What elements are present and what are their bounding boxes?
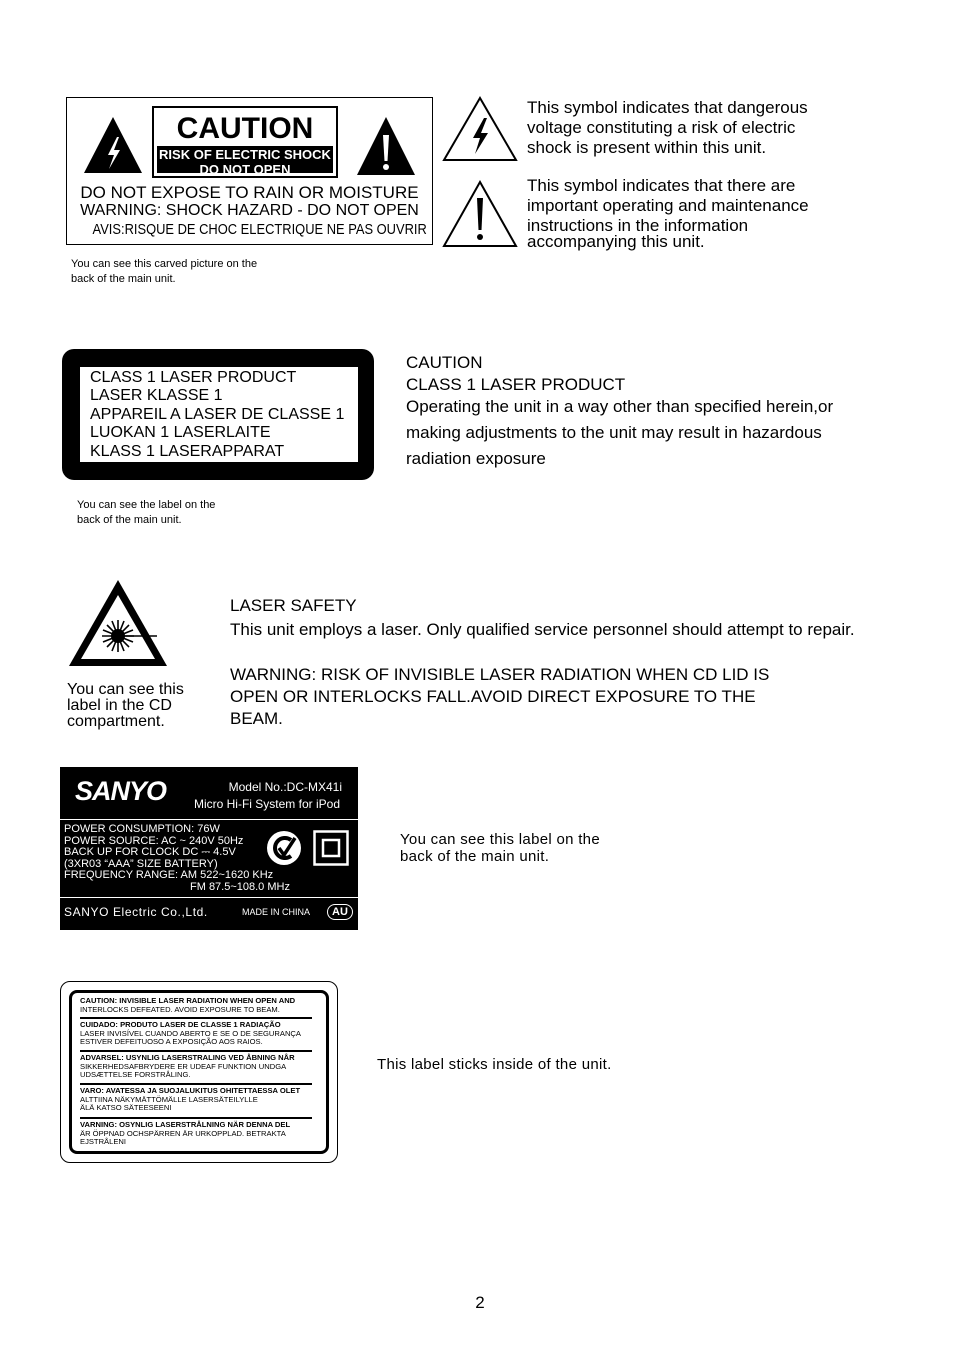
electric-shock-warning-icon [82,115,144,175]
exclamation-warning-icon [355,115,417,177]
exclamation-symbol-icon [442,180,518,248]
manufacturer: SANYO Electric Co.,Ltd. [64,905,208,919]
laser-class-line: KLASS 1 LASERAPPARAT [90,442,285,460]
spec-line: BACK UP FOR CLOCK DC ⎓ 4.5V [64,846,236,859]
text-line: voltage constituting a risk of electric [527,118,796,137]
note-line: back of the main unit. [400,848,550,865]
block-line: ÄLÄ KATSO SÄTEESEENI [80,1103,172,1113]
text-line: This symbol indicates that dangerous [527,98,808,117]
risk-line-1: RISK OF ELECTRIC SHOCK [159,147,331,162]
model-number: Model No.:DC-MX41i [228,780,342,794]
text-line: Operating the unit in a way other than specified herein,or [406,397,834,416]
risk-line-2: DO NOT OPEN [199,162,291,177]
inside-block-fi [80,1087,312,1113]
laser-class-line: CLASS 1 LASER PRODUCT [90,369,297,386]
divider [80,1050,312,1052]
block-line: LASER INVISÍVEL CUANDO ABERTO E SE O DE SEGURANÇA [80,1028,301,1038]
note-line: back of the main unit. [77,514,182,526]
block-title: CUIDADO: PRODUTO LASER DE CLASSE 1 RADIAÇÃO [80,1020,281,1029]
product-name: Micro Hi-Fi System for iPod [193,797,340,811]
lightning-symbol-description [527,98,808,158]
page-number: 2 [475,1293,485,1312]
block-line: EJSTRÅLENI [80,1137,126,1147]
laser-safety-heading: LASER SAFETY [230,596,357,615]
region-badge: AU [327,904,353,920]
inside-block-da [80,1054,312,1080]
caution-title-box [152,106,338,178]
laser-class-line: LUOKAN 1 LASERLAITE [90,424,271,442]
laser-class-label [62,349,374,480]
text-line: This symbol indicates that there are [527,176,796,195]
text-line: instructions in the information [527,216,749,235]
text-line: radiation exposure [406,449,546,468]
laser-hazard-note [67,682,184,730]
caution-line-3: AVIS:RISQUE DE CHOC ELECTRIQUE NE PAS OUVRIR [92,221,427,238]
spec-line: FREQUENCY RANGE: AM 522~1620 KHz [64,869,274,882]
caution-title: CAUTION [176,112,314,145]
note-line: back of the main unit. [71,273,176,285]
block-title: VARNING: OSYNLIG LASERSTRÅLNING NÄR DENNA DEL [80,1120,291,1129]
laser-safety-body: This unit employs a laser. Only qualified service personnel should attempt to repair. [230,620,855,639]
exclamation-symbol-description [527,176,809,252]
spec-line: POWER SOURCE: AC ~ 240V 50Hz [64,834,244,847]
block-line: INTERLOCKS DEFEATED. AVOID EXPOSURE TO BEAM. [80,1004,280,1014]
text-line: OPEN OR INTERLOCKS FALL.AVOID DIRECT EXPOSURE TO THE [230,687,756,706]
note-line: You can see this label on the [400,831,600,848]
caution-line-2: WARNING: SHOCK HAZARD - DO NOT OPEN [80,202,419,219]
block-line: ALTTIINA NÄKYMÄTTÖMÄLLE LASERSÄTEILYLLE [80,1094,258,1104]
laser-hazard-icon [67,578,169,668]
caution-label [66,97,433,245]
double-insulation-icon [313,830,349,866]
spec-line: FM 87.5~108.0 MHz [190,880,290,893]
inside-warning-label [60,981,338,1163]
spec-line: (3XR03 “AAA” SIZE BATTERY) [64,857,218,870]
text-line: shock is present within this unit. [527,138,767,157]
laser-caution-subheading: CLASS 1 LASER PRODUCT [406,375,626,394]
text-line: making adjustments to the unit may result in hazardous [406,423,822,442]
inside-block-en [80,997,312,1014]
laser-class-line: LASER KLASSE 1 [90,387,223,405]
text-line: BEAM. [230,709,283,728]
divider [80,1017,312,1019]
lightning-symbol-icon [442,96,518,162]
block-title: CAUTION: INVISIBLE LASER RADIATION WHEN OPEN AND [80,996,296,1005]
inside-block-sv [80,1121,312,1147]
inside-label-note: This label sticks inside of the unit. [377,1056,612,1073]
rating-label-note [400,831,600,865]
inside-block-pt [80,1021,312,1047]
block-line: ESTIVER DEFEITUOSO A EXPOSIÇÃO AOS RAIOS. [80,1037,263,1047]
rating-specs [60,820,358,898]
note-line: compartment. [67,713,165,730]
made-in: MADE IN CHINA [242,907,311,917]
rating-label [60,767,358,930]
block-title: VARO: AVATESSA JA SUOJALUKITUS OHITETTAESSA OLET [80,1086,301,1095]
risk-of-shock-banner [157,146,333,177]
rating-label-header [60,767,358,820]
laser-class-label-inner [79,366,359,463]
laser-caution-text [406,352,833,472]
caution-label-note [71,257,257,287]
text-line: important operating and maintenance [527,196,809,215]
c-tick-mark-icon [266,830,302,866]
laser-caution-heading: CAUTION [406,353,483,372]
sanyo-logo: SANYO [75,776,167,806]
note-line: label in the CD [67,697,172,714]
block-line: UDSÆTTELSE FORSTRÅLING. [80,1070,191,1080]
spec-line: POWER CONSUMPTION: 76W [64,823,220,835]
divider [80,1083,312,1085]
note-line: You can see the label on the [77,499,216,511]
divider [80,1117,312,1119]
note-line: You can see this [67,681,184,698]
inside-warning-label-inner [69,990,329,1154]
laser-warning [230,664,769,730]
caution-line-1: DO NOT EXPOSE TO RAIN OR MOISTURE [80,183,419,202]
laser-class-line: APPAREIL A LASER DE CLASSE 1 [90,405,345,423]
text-line: WARNING: RISK OF INVISIBLE LASER RADIATION WHEN CD LID IS [230,665,770,684]
text-line: accompanying this unit. [527,232,705,251]
block-line: ÄR ÖPPNAD OCHSPÄRREN ÄR URKOPPLAD. BETRAKTA [80,1128,286,1138]
block-title: ADVARSEL: USYNLIG LASERSTRALING VED ÅBNING NÅR [80,1053,295,1062]
laser-class-label-note [77,498,215,528]
note-line: You can see this carved picture on the [71,258,258,270]
block-line: SIKKERHEDSAFBRYDERE ER UDEAF FUNKTION UNDGA [80,1061,287,1071]
